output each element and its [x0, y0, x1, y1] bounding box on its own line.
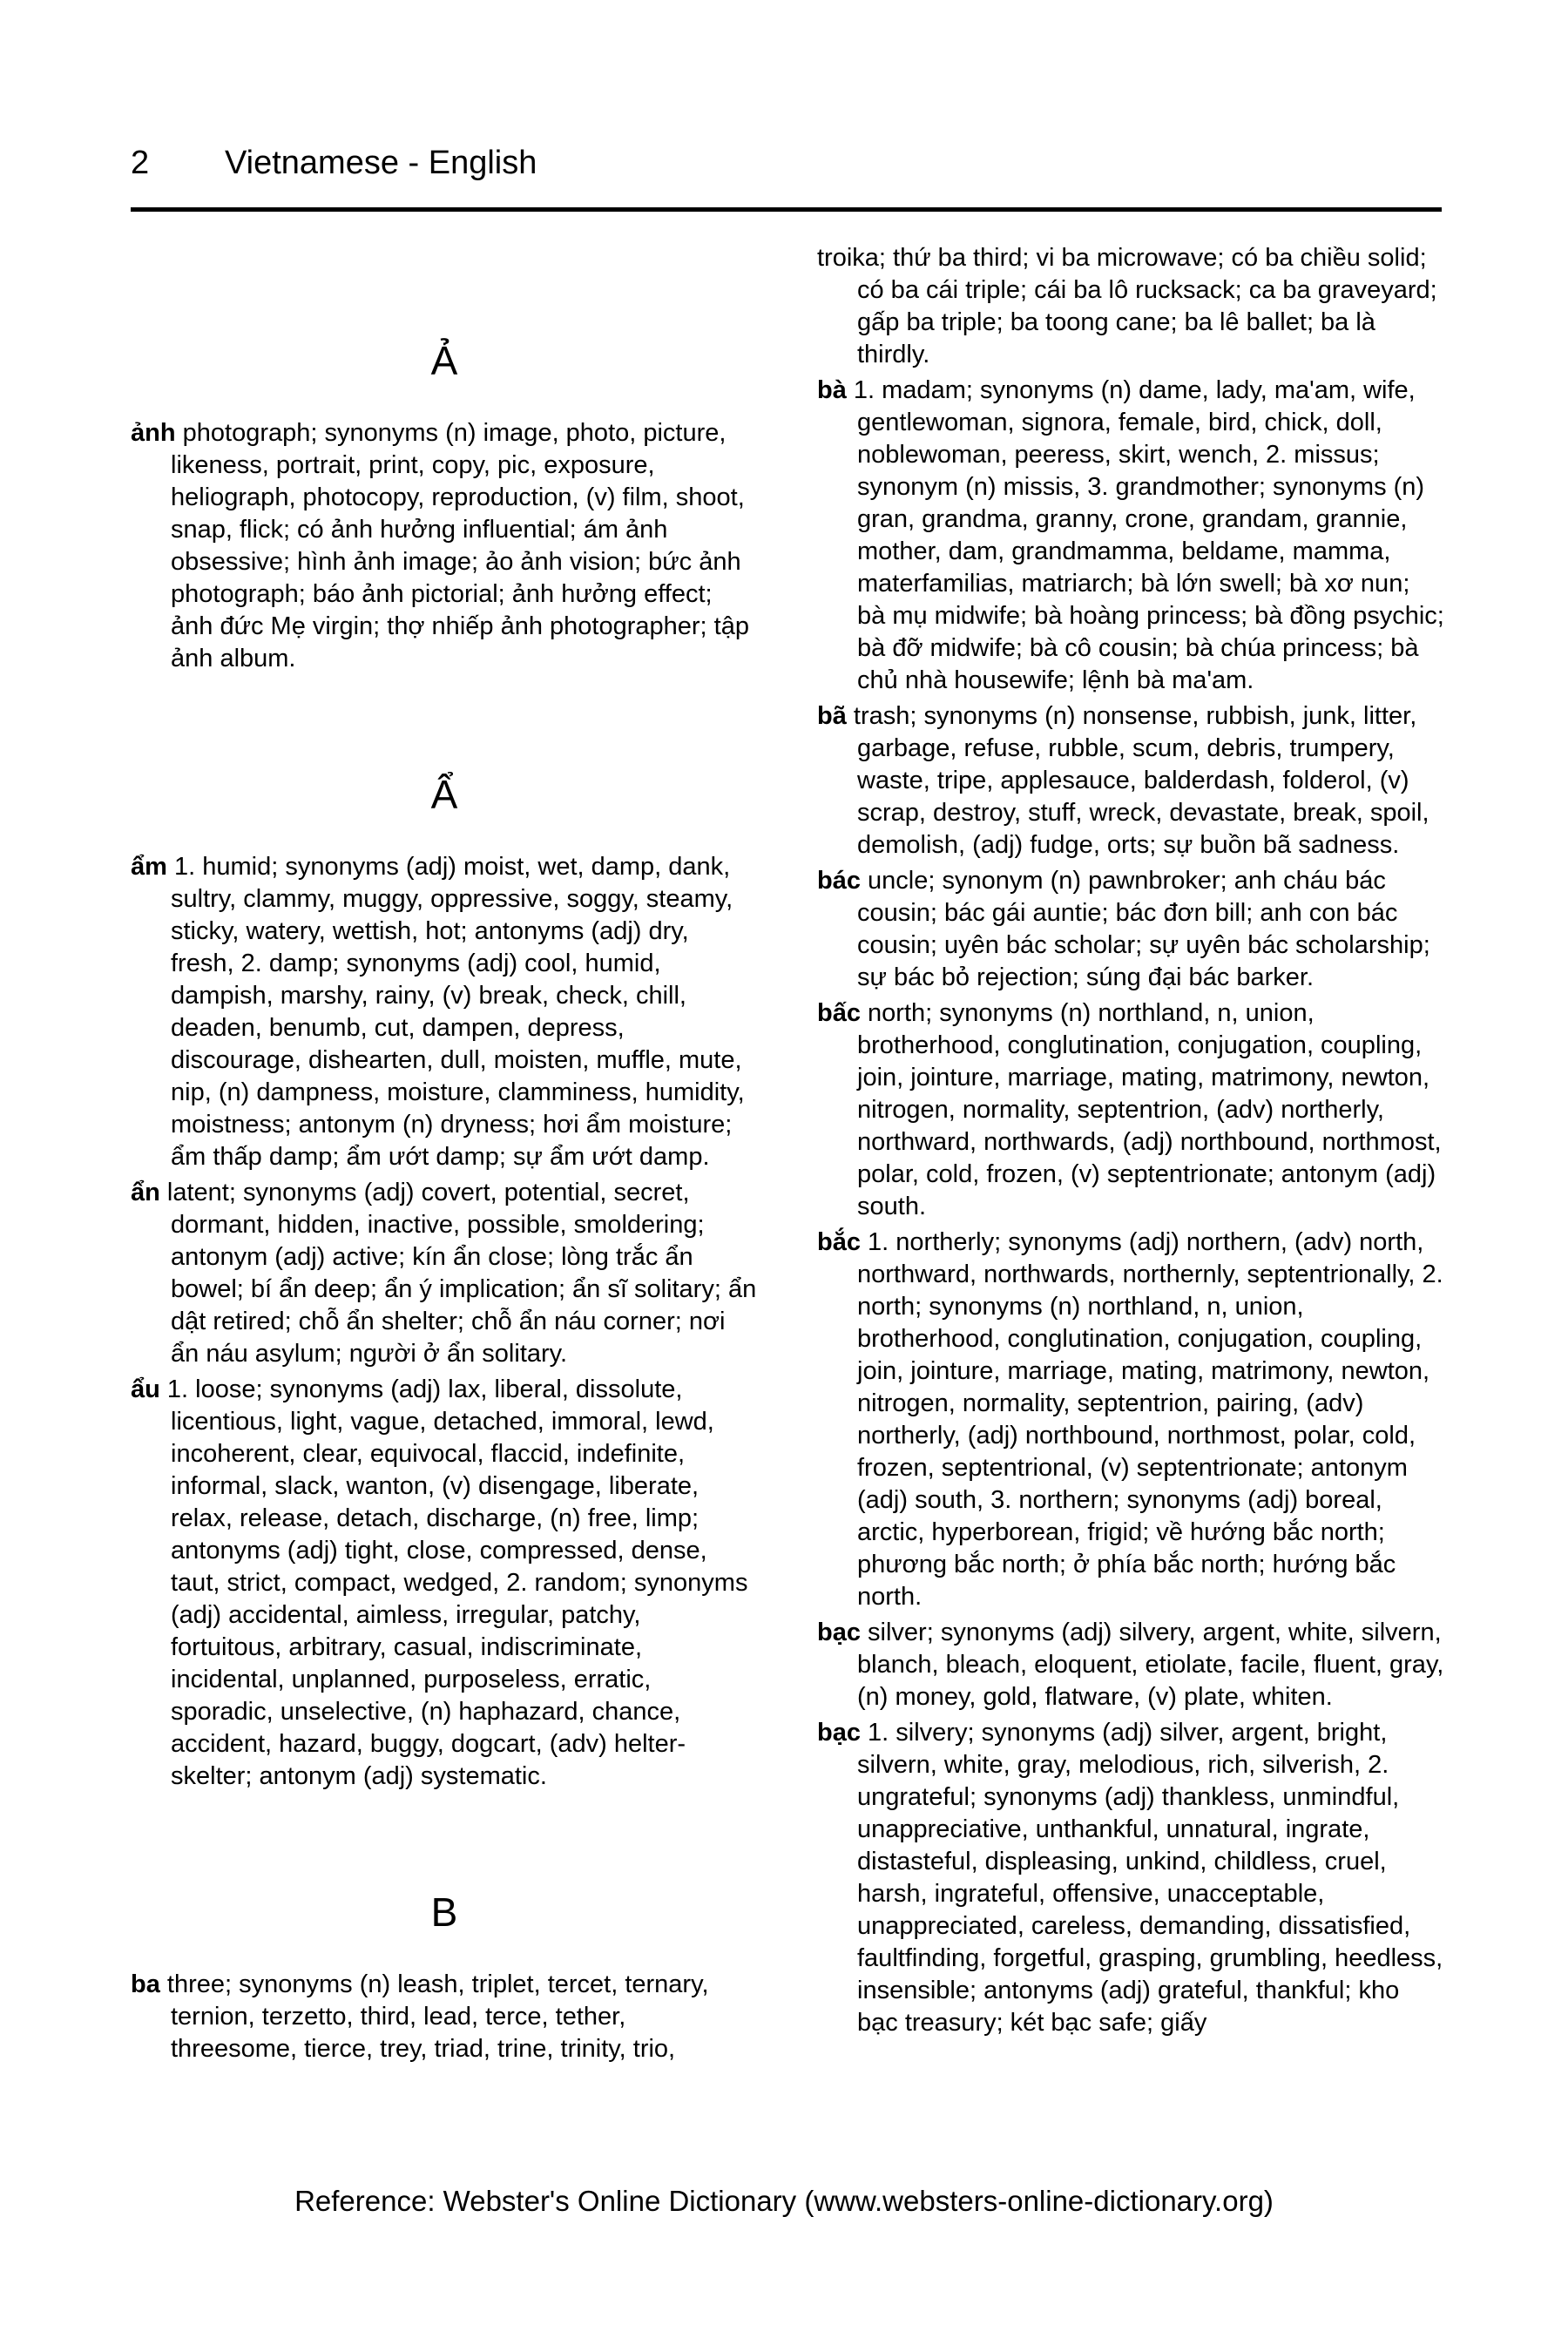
- page-header: [131, 139, 1442, 209]
- entry-body: 1. humid; synonyms (adj) moist, wet, damp, dank, sultry, clammy, muggy, oppressive, soggy, steamy, sticky, watery, wettish, hot; antonyms (adj) dry, fresh, 2. damp; synonyms (adj) cool, humid, dampish, marshy, rainy, (v) break, check, chill, deaden, benumb, cut, dampen, depress, discourage, dishearten, dull, moisten, muffle, mute, nip, (n) dampness, moisture, clamminess, humidity, moistness; antonym (n) dryness; hơi ẩm moisture; ẩm thấp damp; ẩm ướt damp; sự ẩm ướt damp.: [171, 853, 745, 1171]
- entry-body: photograph; synonyms (n) image, photo, picture, likeness, portrait, print, copy, pic, exposure, heliograph, photocopy, reproduction, (v) film, shoot, snap, flick; có ảnh hưởng influential; ám ảnh obsessive; hình ảnh image; ảo ảnh vision; bức ảnh photograph; báo ảnh pictorial; ảnh hưởng effect; ảnh đức Mẹ virgin; thợ nhiếp ảnh photographer; tập ảnh album.: [171, 419, 749, 672]
- dictionary-entry: [817, 997, 1444, 1223]
- dictionary-entry: [131, 1177, 758, 1370]
- right-column: [817, 242, 1444, 2043]
- entry-body: 1. silvery; synonyms (adj) silver, argent, bright, silvern, white, gray, melodious, rich, silverish, 2. ungrateful; synonyms (adj) thankless, unmindful, unappreciative, unthankful, unnatural, ingrate, distasteful, displeasing, unkind, childless, cruel, harsh, ingrateful, offensive, unacceptable, unappreciated, careless, demanding, dissatisfied, faultfinding, forgetful, grasping, grumbling, heedless, insensible; antonyms (adj) grateful, thankful; kho bạc treasury; két bạc safe; giấy: [857, 1719, 1443, 2037]
- headword: bạc: [817, 1619, 861, 1646]
- dictionary-entry: [817, 1227, 1444, 1613]
- entry-body: uncle; synonym (n) pawnbroker; anh cháu bác cousin; bác gái auntie; bác đơn bill; anh con bác cousin; uyên bác scholar; sự uyên bác scholarship; sự bác bỏ rejection; súng đại bác barker.: [857, 867, 1430, 991]
- entry-body: 1. madam; synonyms (n) dame, lady, ma'am, wife, gentlewoman, signora, female, bird, chick, doll, noblewoman, peeress, skirt, wench, 2. missus; synonym (n) missis, 3. grandmother; synonyms (n) gran, grandma, granny, crone, grandam, grannie, mother, dam, grandmamma, beldame, mamma, materfamilias, matriarch; bà lớn swell; bà xơ nun; bà mụ midwife; bà hoàng princess; bà đồng psychic; bà đỡ midwife; bà cô cousin; bà chúa princess; bà chủ nhà housewife; lệnh bà ma'am.: [853, 376, 1444, 694]
- dictionary-entry: [817, 700, 1444, 862]
- entry-body: latent; synonyms (adj) covert, potential, secret, dormant, hidden, inactive, possible, smoldering; antonym (adj) active; kín ẩn close; lòng trắc ẩn bowel; bí ẩn deep; ẩn ý implication; ẩn sĩ solitary; ẩn dật retired; chỗ ẩn shelter; chỗ ẩn náu corner; nơi ẩn náu asylum; người ở ẩn solitary.: [166, 1179, 757, 1368]
- headword: bắc: [817, 1228, 861, 1256]
- dictionary-entry: [817, 865, 1444, 994]
- dictionary-entry: [131, 1374, 758, 1793]
- dictionary-entry: [131, 417, 758, 675]
- entry-body: 1. northerly; synonyms (adj) northern, (adv) north, northward, northwards, northernly, septentrionally, 2. north; synonyms (n) northland, n, union, brotherhood, conglutination, conjugation, coupling, join, jointure, marriage, mating, matrimony, newton, nitrogen, normality, septentrion, pairing, (adv) northerly, (adj) northbound, northmost, polar, cold, frozen, septentrional, (v) septentrionate; antonym (adj) south, 3. northern; synonyms (adj) boreal, arctic, hyperborean, frigid; về hướng bắc north; phương bắc north; ở phía bắc north; hướng bắc north.: [857, 1228, 1443, 1611]
- page-footer: Reference: Webster's Online Dictionary (www.websters-online-dictionary.org): [294, 2185, 1274, 2217]
- section-letter: Ẩ: [430, 772, 458, 817]
- dictionary-entry: [131, 851, 758, 1173]
- dictionary-entry: [131, 1969, 758, 2065]
- page-number: 2: [131, 145, 150, 181]
- header-rule: [131, 207, 1442, 212]
- dictionary-entry: [817, 375, 1444, 697]
- section-letter: Ả: [430, 338, 458, 383]
- headword: bà: [817, 376, 847, 404]
- entry-body: silver; synonyms (adj) silvery, argent, white, silvern, blanch, bleach, eloquent, etiolate, facile, fluent, gray, (n) money, gold, flatware, (v) plate, whiten.: [857, 1619, 1444, 1711]
- dictionary-entry: [817, 242, 1444, 371]
- dictionary-entry: [817, 1617, 1444, 1713]
- headword: bác: [817, 867, 861, 895]
- headword: ẩn: [131, 1179, 160, 1206]
- headword: bã: [817, 702, 847, 730]
- running-head: Vietnamese - English: [225, 145, 537, 181]
- headword: ba: [131, 1970, 160, 1998]
- headword: bạc: [817, 1719, 861, 1747]
- headword: ẩu: [131, 1375, 160, 1403]
- entry-body: 1. loose; synonyms (adj) lax, liberal, dissolute, licentious, light, vague, detached, immoral, lewd, incoherent, clear, equivocal, flaccid, indefinite, informal, slack, wanton, (v) disengage, liberate, relax, release, detach, discharge, (n) free, limp; antonyms (adj) tight, close, compressed, dense, taut, strict, compact, wedged, 2. random; synonyms (adj) accidental, aimless, irregular, patchy, fortuitous, arbitrary, casual, indiscriminate, incidental, unplanned, purposeless, erratic, sporadic, unselective, (n) haphazard, chance, accident, hazard, buggy, dogcart, (adv) helter-skelter; antonym (adj) systematic.: [166, 1375, 748, 1790]
- entry-body: troika; thứ ba third; vi ba microwave; có ba chiều solid; có ba cái triple; cái ba lô rucksack; ca ba graveyard; gấp ba triple; ba toong cane; ba lê ballet; ba là thirdly.: [817, 244, 1437, 368]
- entry-body: three; synonyms (n) leash, triplet, tercet, ternary, ternion, terzetto, third, lead, terce, tether, threesome, tierce, trey, triad, trine, trinity, trio,: [166, 1970, 709, 2063]
- dictionary-entry: [817, 1717, 1444, 2039]
- headword: ảnh: [131, 419, 176, 447]
- headword: ẩm: [131, 853, 167, 881]
- entry-body: trash; synonyms (n) nonsense, rubbish, junk, litter, garbage, refuse, rubble, scum, debris, trumpery, waste, tripe, applesauce, balderdash, folderol, (v) scrap, destroy, stuff, wreck, devastate, break, spoil, demolish, (adj) fudge, orts; sự buồn bã sadness.: [853, 702, 1429, 859]
- section-letter: B: [430, 1889, 458, 1935]
- left-column: [131, 240, 758, 2069]
- entry-body: north; synonyms (n) northland, n, union, brotherhood, conglutination, conjugation, coupling, join, jointure, marriage, mating, matrimony, newton, nitrogen, normality, septentrion, (adv) northerly, northward, northwards, (adj) northbound, northmost, polar, cold, frozen, (v) septentrionate; antonym (adj) south.: [857, 999, 1442, 1220]
- headword: bấc: [817, 999, 861, 1027]
